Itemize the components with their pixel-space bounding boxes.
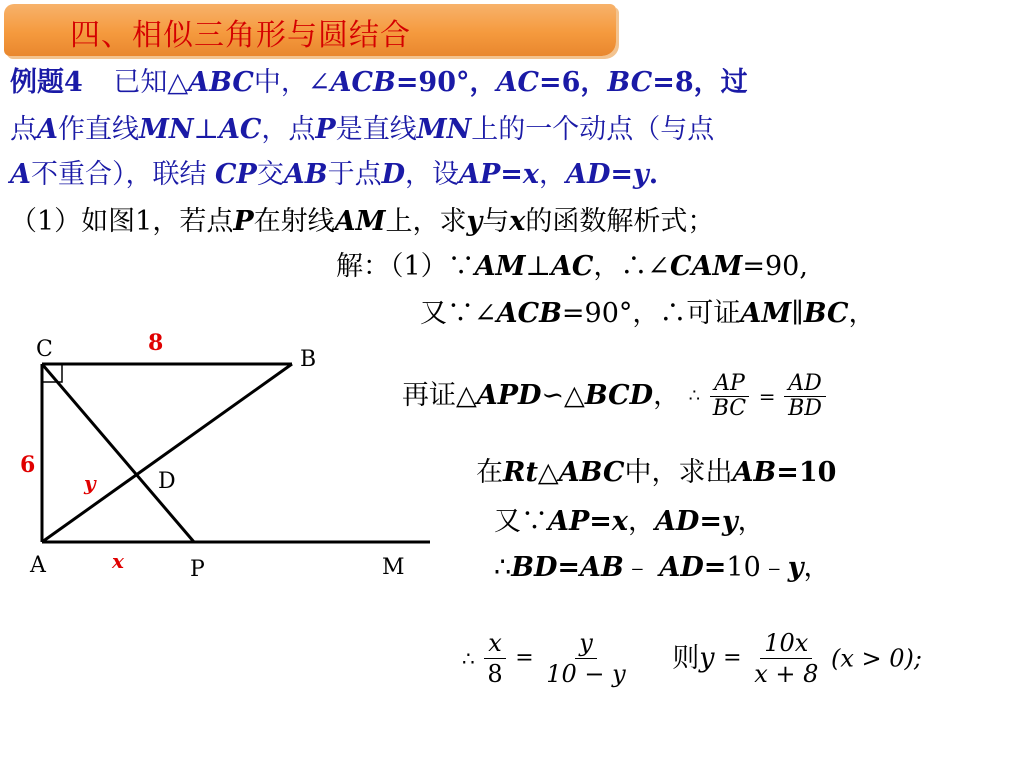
problem-line-1: 例题4 已知△ABC中，∠ACB=90°，AC=6，BC=8，过: [10, 67, 748, 98]
label-m: M: [382, 555, 405, 580]
page-title: 四、相似三角形与圆结合: [70, 18, 411, 53]
solution-step-6: ∴BD=AB﹣ AD=10﹣y，: [494, 552, 831, 583]
problem-line-2: 点A作直线MN⊥AC，点P是直线MN上的一个动点（与点: [10, 114, 715, 145]
fraction-ad-bd: $\frac{AD}{BD}$: [784, 372, 826, 421]
solution-step-4: 在Rt△ABC中，求出AB=10: [476, 457, 837, 488]
solution-step-1: 解：（1）∵AM⊥AC，∴∠CAM=90,: [336, 251, 808, 282]
label-a: A: [30, 553, 46, 578]
length-ap: x: [112, 549, 124, 573]
label-b: B: [300, 347, 317, 372]
fraction-10x-over-x-plus-8: $\frac{10x}{x + 8}$: [754, 629, 819, 688]
solution-step-7: ∴ $\frac{x}{8}$ = $\frac{y}{10 - y}$ 则y = $\frac{10x}{x + 8}$ (x > 0);: [462, 629, 922, 688]
geometry-figure: [0, 330, 460, 590]
label-d: D: [158, 469, 176, 494]
question-1: （1）如图1，若点P在射线AM上，求y与x的函数解析式；: [10, 206, 715, 237]
segment-ab: [42, 364, 292, 542]
segment-cp: [42, 364, 194, 542]
solution-step-3: 再证△APD∽△BCD， ∴ $\frac{AP}{BC}$ = $\frac{AD}{BD}$: [402, 372, 826, 421]
label-c: C: [36, 337, 53, 362]
length-cb: 8: [148, 330, 164, 356]
problem-line-3: A不重合），联结 CP交AB于点D，设AP=x，AD=y.: [10, 159, 659, 190]
fraction-y-10-minus-y: $\frac{y}{10 - y}$: [546, 629, 626, 688]
fraction-ap-bc: $\frac{AP}{BC}$: [709, 372, 750, 421]
length-ad: y: [84, 471, 96, 495]
label-p: P: [190, 557, 205, 582]
example-heading: 例题4: [10, 67, 83, 98]
solution-step-5: 又∵AP=x，AD=y，: [494, 506, 765, 537]
fraction-x-8: $\frac{x}{8}$: [483, 628, 506, 689]
solution-step-2: 又∵∠ACB=90°，∴可证AM∥BC，: [420, 298, 876, 329]
length-ac: 6: [20, 452, 36, 478]
